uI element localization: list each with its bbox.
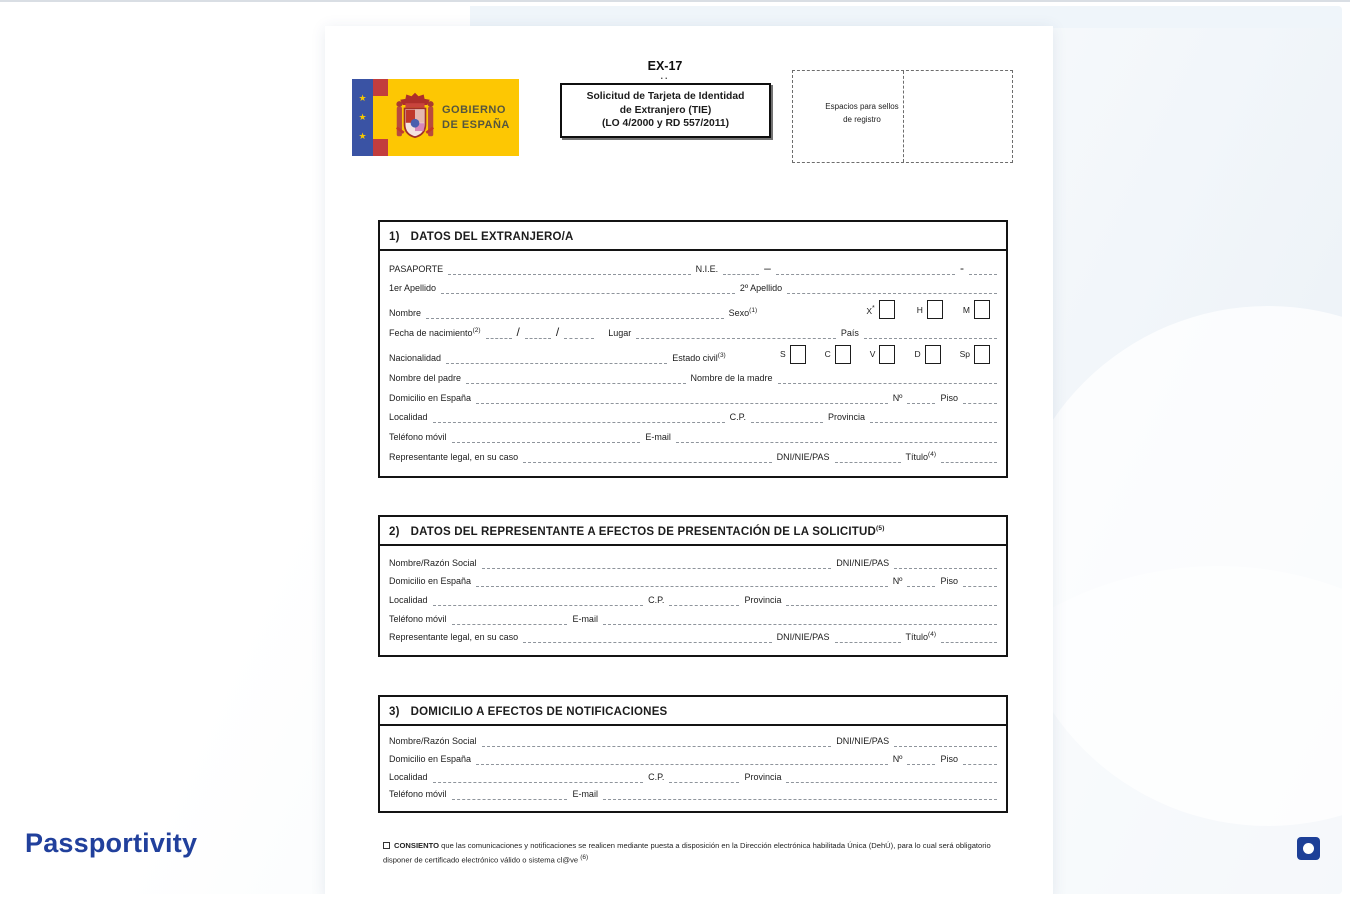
form-row bbox=[389, 280, 997, 294]
checkbox-label: Sp bbox=[959, 349, 970, 360]
window-top-edge bbox=[0, 0, 1350, 2]
form-row bbox=[389, 300, 997, 319]
field-line bbox=[963, 756, 997, 765]
field-line bbox=[441, 285, 735, 294]
field-label: Localidad bbox=[389, 771, 428, 782]
decor-top-band bbox=[470, 6, 1342, 28]
field-label: DNI/NIE/PAS bbox=[836, 736, 890, 747]
checkbox[interactable] bbox=[835, 345, 851, 364]
checkbox-group bbox=[825, 345, 851, 364]
brand-mark-button[interactable] bbox=[1297, 837, 1320, 860]
form-row bbox=[389, 409, 997, 423]
logo-field bbox=[388, 79, 519, 156]
form-row bbox=[389, 611, 997, 625]
field-label: Piso bbox=[940, 576, 958, 587]
field-line bbox=[564, 330, 594, 339]
field-label: Provincia bbox=[744, 771, 782, 782]
field-line bbox=[907, 395, 935, 404]
field-label: Nombre de la madre bbox=[690, 372, 773, 383]
field-line bbox=[676, 434, 997, 443]
field-line bbox=[786, 774, 997, 783]
field-label: Representante legal, en su caso bbox=[389, 632, 519, 643]
field-line bbox=[835, 454, 901, 463]
field-label: C.P. bbox=[648, 771, 665, 782]
checkbox[interactable] bbox=[925, 345, 941, 364]
field-line bbox=[786, 597, 997, 606]
checkbox[interactable] bbox=[927, 300, 943, 319]
field-line bbox=[778, 375, 997, 384]
eu-star-icon: ★ bbox=[358, 93, 367, 103]
stamp-label: Espacios para sellos de registro bbox=[825, 102, 899, 124]
checkbox-group bbox=[960, 345, 990, 364]
field-label: N.I.E. bbox=[695, 263, 719, 274]
field-label: Provincia bbox=[827, 412, 865, 423]
checkbox-label: D bbox=[914, 349, 921, 360]
eu-star-icon: ★ bbox=[358, 131, 367, 141]
field-label: E-mail bbox=[645, 432, 671, 443]
field-label: DNI/NIE/PAS bbox=[776, 632, 830, 643]
document-page bbox=[325, 26, 1053, 894]
field-label: Nº bbox=[892, 754, 903, 765]
field-label: Domicilio en España bbox=[389, 754, 472, 765]
field-line bbox=[482, 560, 832, 569]
field-line bbox=[894, 738, 997, 747]
field-label: Título$^{(4)}$ bbox=[905, 631, 936, 643]
checkbox-label: C bbox=[824, 349, 831, 360]
field-label: Nombre del padre bbox=[389, 372, 462, 383]
section-datos-extranjero bbox=[378, 220, 1008, 478]
field-label: Estado civil$^{(3)}$ bbox=[672, 351, 726, 363]
gobierno-espana-logo bbox=[352, 79, 519, 156]
field-label: Domicilio en España bbox=[389, 392, 472, 403]
form-code: EX-17 .. bbox=[565, 59, 765, 79]
section-title: 2) DATOS DEL REPRESENTANTE A EFECTOS DE PRESENTACIÓN DE LA SOLICITUD$^{(5)}$ bbox=[380, 517, 1006, 546]
field-line bbox=[476, 578, 888, 587]
field-line bbox=[941, 454, 997, 463]
brand-mark-dot-icon bbox=[1303, 843, 1314, 854]
field-line bbox=[963, 578, 997, 587]
field-line bbox=[907, 578, 935, 587]
page-background bbox=[8, 6, 1342, 894]
field-line bbox=[525, 330, 551, 339]
field-label: E-mail bbox=[572, 613, 598, 624]
gov-logo-text: GOBIERNO DE ESPAÑA bbox=[442, 104, 510, 131]
field-label: Nombre/Razón Social bbox=[389, 557, 477, 568]
checkbox[interactable] bbox=[879, 345, 895, 364]
field-line bbox=[433, 414, 725, 423]
form-row bbox=[389, 261, 997, 275]
field-label: 2º Apellido bbox=[739, 283, 783, 294]
checkbox-group bbox=[780, 345, 806, 364]
eu-star-icon: ★ bbox=[358, 112, 367, 122]
brand-logo[interactable]: Passportivity bbox=[25, 828, 198, 858]
field-line bbox=[448, 266, 690, 275]
field-line bbox=[426, 310, 724, 319]
field-line bbox=[452, 791, 568, 800]
field-label: Domicilio en España bbox=[389, 576, 472, 587]
field-line bbox=[476, 756, 888, 765]
form-row bbox=[389, 769, 997, 783]
field-label: Nº bbox=[892, 392, 903, 403]
section-domicilio-notificaciones bbox=[378, 695, 1008, 813]
field-line bbox=[446, 355, 667, 364]
field-line bbox=[787, 285, 997, 294]
field-label: PASAPORTE bbox=[389, 263, 444, 274]
checkbox-label: X* bbox=[866, 303, 875, 316]
field-label: Representante legal, en su caso bbox=[389, 452, 519, 463]
field-label: Fecha de nacimiento$^{(2)}$ bbox=[389, 327, 481, 339]
field-label: C.P. bbox=[648, 594, 665, 605]
form-row bbox=[389, 592, 997, 606]
form-code-dots: .. bbox=[660, 71, 670, 81]
spain-flag-stripe bbox=[373, 79, 388, 156]
stamp-area bbox=[792, 70, 1013, 163]
checkbox-group bbox=[866, 300, 894, 319]
form-row bbox=[389, 370, 997, 384]
field-line bbox=[476, 395, 888, 404]
field-line bbox=[452, 434, 641, 443]
separator: - bbox=[960, 260, 964, 275]
form-row bbox=[389, 449, 997, 463]
checkbox-group bbox=[963, 300, 990, 319]
field-label: País bbox=[840, 328, 859, 339]
coat-of-arms-icon bbox=[395, 89, 435, 147]
checkbox[interactable] bbox=[974, 345, 990, 364]
form-title-box: Solicitud de Tarjeta de Identidad de Extranjero (TIE) (LO 4/2000 y RD 557/2011) bbox=[560, 83, 771, 138]
field-line bbox=[486, 330, 512, 339]
field-line bbox=[751, 414, 823, 423]
field-label: Nº bbox=[892, 576, 903, 587]
form-row bbox=[389, 429, 997, 443]
field-label: Teléfono móvil bbox=[389, 789, 447, 800]
field-line bbox=[894, 560, 997, 569]
field-label: Teléfono móvil bbox=[389, 613, 447, 624]
checkbox-group bbox=[914, 345, 940, 364]
field-label: Título$^{(4)}$ bbox=[905, 451, 936, 463]
section-title: 3) DOMICILIO A EFECTOS DE NOTIFICACIONES bbox=[380, 697, 1006, 726]
checkbox-label: S bbox=[779, 349, 786, 360]
checkbox-group bbox=[870, 345, 896, 364]
field-line bbox=[969, 266, 997, 275]
field-line bbox=[452, 616, 568, 625]
field-line bbox=[603, 616, 997, 625]
checkbox[interactable] bbox=[879, 300, 895, 319]
field-line bbox=[636, 330, 836, 339]
field-line bbox=[864, 330, 997, 339]
field-line bbox=[433, 774, 644, 783]
form-row bbox=[389, 555, 997, 569]
field-line bbox=[870, 414, 997, 423]
field-label: Sexo$^{(1)}$ bbox=[728, 307, 758, 319]
field-label: Nombre/Razón Social bbox=[389, 736, 477, 747]
field-line bbox=[433, 597, 644, 606]
checkbox[interactable] bbox=[974, 300, 990, 319]
field-label: Nacionalidad bbox=[389, 352, 442, 363]
field-line bbox=[482, 738, 832, 747]
eu-flag-stripe bbox=[352, 79, 373, 156]
field-label: Piso bbox=[940, 754, 958, 765]
field-line bbox=[603, 791, 997, 800]
form-row bbox=[389, 751, 997, 765]
checkbox-label: H bbox=[916, 304, 923, 315]
field-label: E-mail bbox=[572, 789, 598, 800]
field-line bbox=[723, 266, 759, 275]
form-row bbox=[389, 629, 997, 643]
field-label: Nombre bbox=[389, 308, 422, 319]
field-label: DNI/NIE/PAS bbox=[776, 452, 830, 463]
checkbox-label: V bbox=[869, 349, 876, 360]
section-title: 1) DATOS DEL EXTRANJERO/A bbox=[380, 222, 1006, 251]
field-label: Teléfono móvil bbox=[389, 432, 447, 443]
form-row bbox=[389, 786, 997, 800]
form-row bbox=[389, 390, 997, 404]
field-line bbox=[523, 454, 772, 463]
field-label: Localidad bbox=[389, 594, 428, 605]
field-label: C.P. bbox=[729, 412, 746, 423]
consent-statement: CONSIENTO que las comunicaciones y notificaciones se realicen mediante puesta a disposición en la Dirección electrónica habilitada Única (DehÚ), para lo cual será obligatorio disponer de certificado electrónico válido o sistema cl@ve $^{(6)}$ bbox=[383, 841, 991, 865]
separator: – bbox=[764, 260, 771, 275]
checkbox[interactable] bbox=[790, 345, 806, 364]
field-line bbox=[669, 774, 739, 783]
field-line bbox=[835, 634, 901, 643]
field-line bbox=[941, 634, 997, 643]
form-row bbox=[389, 345, 997, 364]
field-line bbox=[907, 756, 935, 765]
separator: / bbox=[516, 325, 520, 340]
field-label: Localidad bbox=[389, 412, 428, 423]
field-line bbox=[963, 395, 997, 404]
field-label: Provincia bbox=[744, 594, 782, 605]
field-line bbox=[776, 266, 955, 275]
field-label: DNI/NIE/PAS bbox=[836, 557, 890, 568]
section-datos-representante bbox=[378, 515, 1008, 657]
separator: / bbox=[555, 325, 560, 340]
consent-checkbox[interactable] bbox=[383, 842, 390, 849]
field-line bbox=[523, 634, 772, 643]
field-label: Lugar bbox=[608, 328, 632, 339]
field-line bbox=[466, 375, 685, 384]
checkbox-group bbox=[917, 300, 943, 319]
form-row bbox=[389, 573, 997, 587]
field-label: Piso bbox=[940, 392, 958, 403]
field-line bbox=[669, 597, 739, 606]
form-row bbox=[389, 325, 997, 339]
field-label: 1er Apellido bbox=[389, 283, 437, 294]
checkbox-label: M bbox=[962, 304, 971, 315]
form-row bbox=[389, 733, 997, 747]
